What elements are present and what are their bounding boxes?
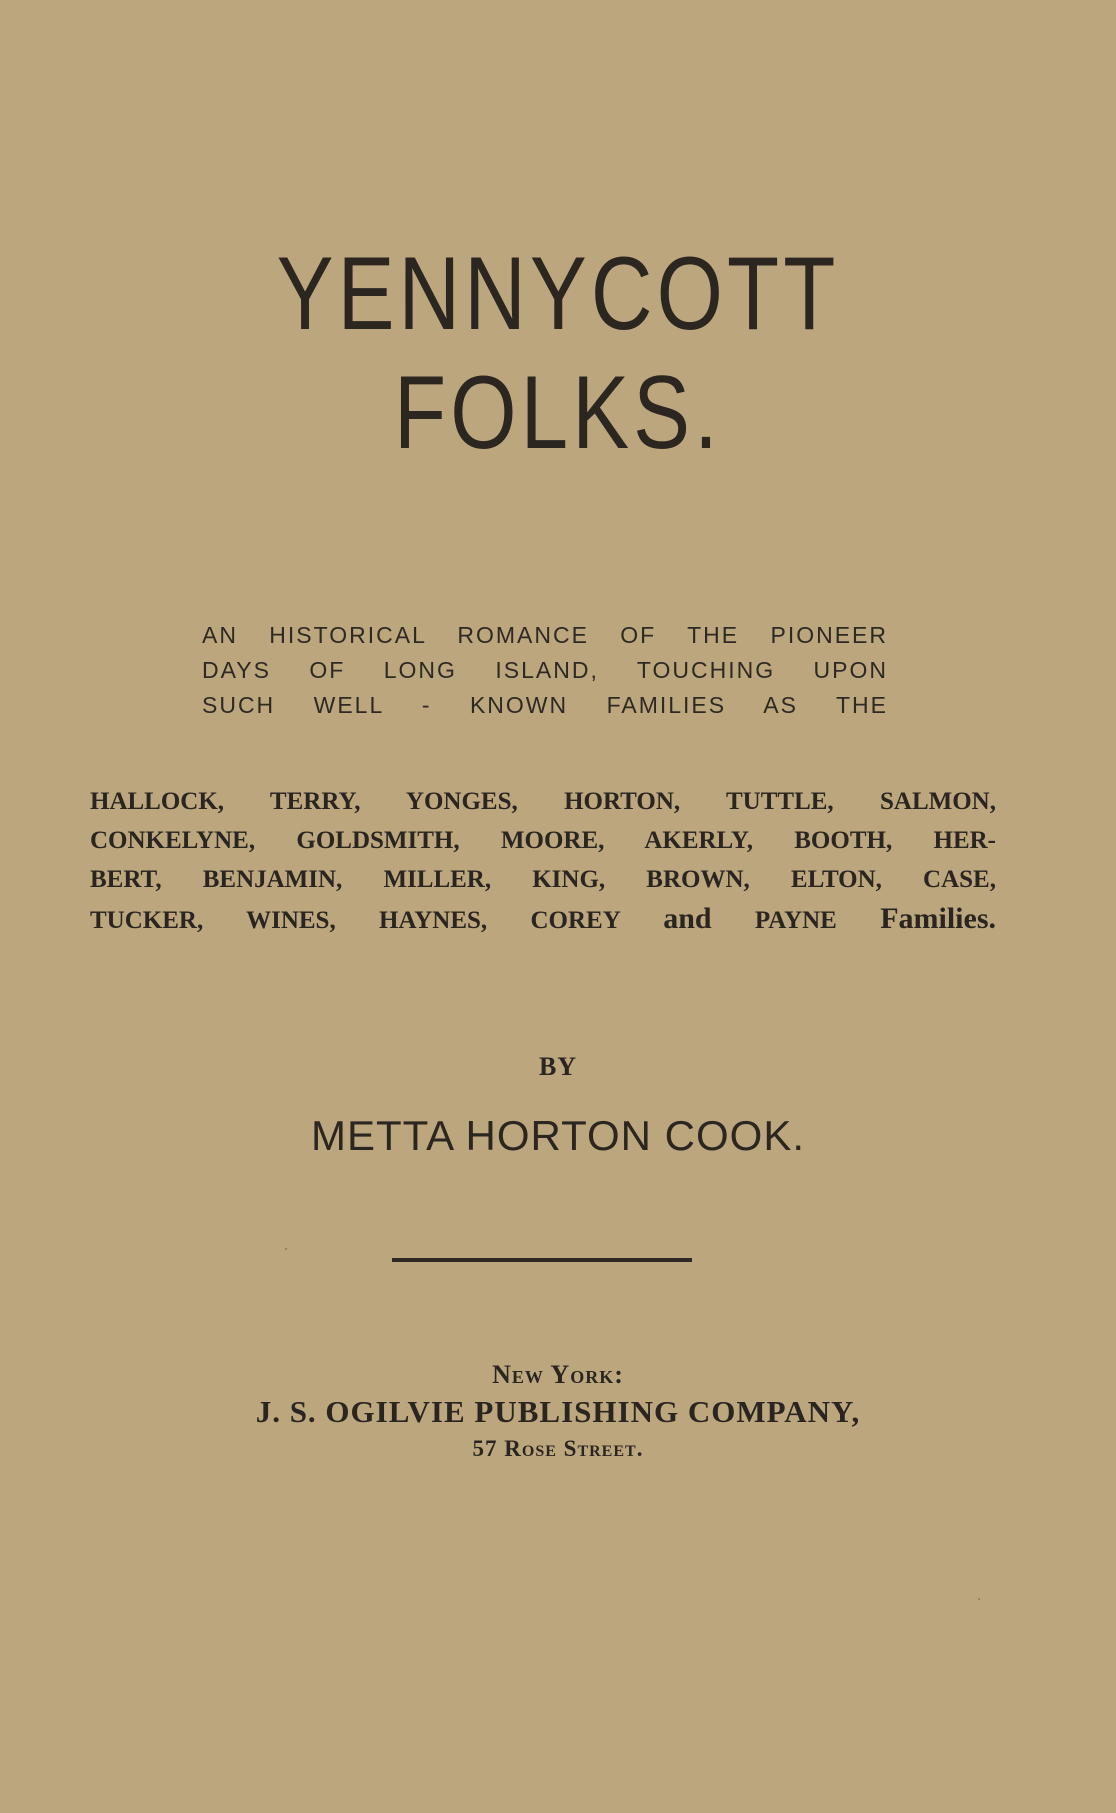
by-label: BY bbox=[538, 1052, 578, 1081]
book-title: YENNYCOTT FOLKS. bbox=[276, 236, 840, 471]
author-name: METTA HORTON COOK. bbox=[310, 1112, 806, 1159]
subtitle-line: DAYS OF LONG ISLAND, TOUCHING UPON bbox=[202, 657, 888, 683]
imprint-publisher: J. S. OGILVIE PUBLISHING COMPANY, bbox=[255, 1394, 861, 1429]
families-line: BERT, BENJAMIN, MILLER, KING, BROWN, ELTON, CASE, bbox=[90, 866, 996, 893]
families-and-word: and bbox=[663, 902, 712, 935]
subtitle-block bbox=[202, 618, 888, 723]
divider-rule bbox=[392, 1258, 692, 1262]
subtitle-line: AN HISTORICAL ROMANCE OF THE PIONEER bbox=[202, 622, 888, 648]
families-word: Families. bbox=[880, 902, 996, 935]
families-names-part2: PAYNE bbox=[754, 907, 837, 934]
families-line-last bbox=[90, 899, 996, 940]
subtitle-line: SUCH WELL - KNOWN FAMILIES AS THE bbox=[202, 692, 888, 718]
paper-speck bbox=[978, 1598, 980, 1600]
paper-speck bbox=[285, 1248, 287, 1250]
imprint-address: 57 Rose Street. bbox=[472, 1436, 644, 1461]
families-block bbox=[90, 782, 996, 940]
families-line: CONKELYNE, GOLDSMITH, MOORE, AKERLY, BOOTH, HER- bbox=[90, 827, 996, 854]
families-names-part1: TUCKER, WINES, HAYNES, COREY bbox=[90, 907, 620, 934]
imprint-city: New York: bbox=[492, 1360, 624, 1389]
families-line: HALLOCK, TERRY, YONGES, HORTON, TUTTLE, SALMON, bbox=[90, 788, 996, 815]
